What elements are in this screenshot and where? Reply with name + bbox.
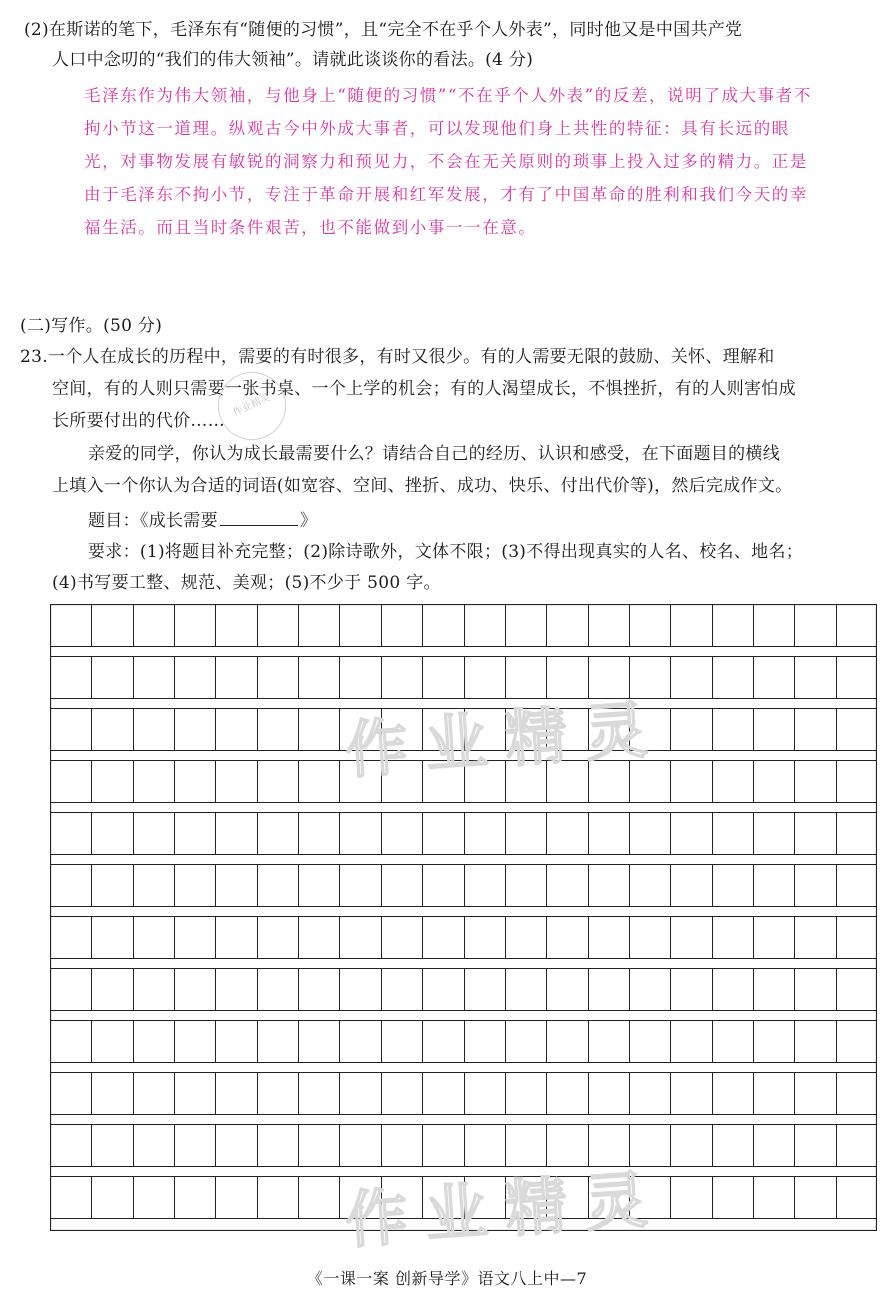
watermark: 作业精灵	[343, 691, 668, 788]
requirements-line-1: 要求：(1)将题目补充完整；(2)除诗歌外，文体不限；(3)不得出现真实的人名、校名、地名；	[88, 542, 804, 562]
stamp-watermark: 作业精灵	[207, 361, 297, 451]
q23-line-1: 23.一个人在成长的历程中，需要的有时很多，有时又很少。有的人需要无限的鼓励、关怀、理解和	[20, 347, 775, 367]
prompt-line-1: 亲爱的同学，你认为成长最需要什么？请结合自己的经历、认识和感受，在下面题目的横线	[88, 444, 780, 464]
q23-line-2: 空间，有的人则只需要一张书桌、一个上学的机会；有的人渴望成长，不惧挫折，有的人则害怕成	[52, 379, 796, 399]
answer-line: 光，对事物发展有敏锐的洞察力和预见力，不会在无关原则的琐事上投入过多的精力。正是	[84, 152, 808, 171]
essay-title	[88, 507, 317, 533]
essay-title-suffix: 》	[299, 511, 318, 531]
title-blank[interactable]	[220, 507, 298, 526]
q23-line-3: 长所要付出的代价……	[52, 411, 225, 431]
answer-line: 毛泽东作为伟大领袖，与他身上“随便的习惯”“不在乎个人外表”的反差，说明了成大事者不	[84, 86, 812, 105]
page-footer: 《一课一案 创新导学》语文八上中—7	[306, 1269, 588, 1288]
essay-title-prefix: 题目：《成长需要	[88, 511, 218, 531]
section-title: (二)写作。(50 分)	[20, 316, 163, 336]
requirements-line-2: (4)书写要工整、规范、美观；(5)不少于 500 字。	[52, 573, 441, 593]
question-2-line-2: 人口中念叨的“我们的伟大领袖”。请就此谈谈你的看法。(4 分)	[52, 50, 534, 70]
question-2-line-1: (2)在斯诺的笔下，毛泽东有“随便的习惯”，且“完全不在乎个人外表”，同时他又是中国共产党	[24, 20, 743, 40]
answer-line: 福生活。而且当时条件艰苦，也不能做到小事一一在意。	[84, 218, 537, 237]
prompt-line-2: 上填入一个你认为合适的词语(如宽容、空间、挫折、成功、快乐、付出代价等)，然后完成作文。	[52, 476, 793, 496]
watermark: 作业精灵	[343, 1161, 668, 1258]
answer-line: 由于毛泽东不拘小节，专注于革命开展和红军发展，才有了中国革命的胜利和我们今天的幸	[84, 185, 808, 204]
answer-line: 拘小节这一道理。纵观古今中外成大事者，可以发现他们身上共性的特征：具有长远的眼	[84, 119, 790, 138]
